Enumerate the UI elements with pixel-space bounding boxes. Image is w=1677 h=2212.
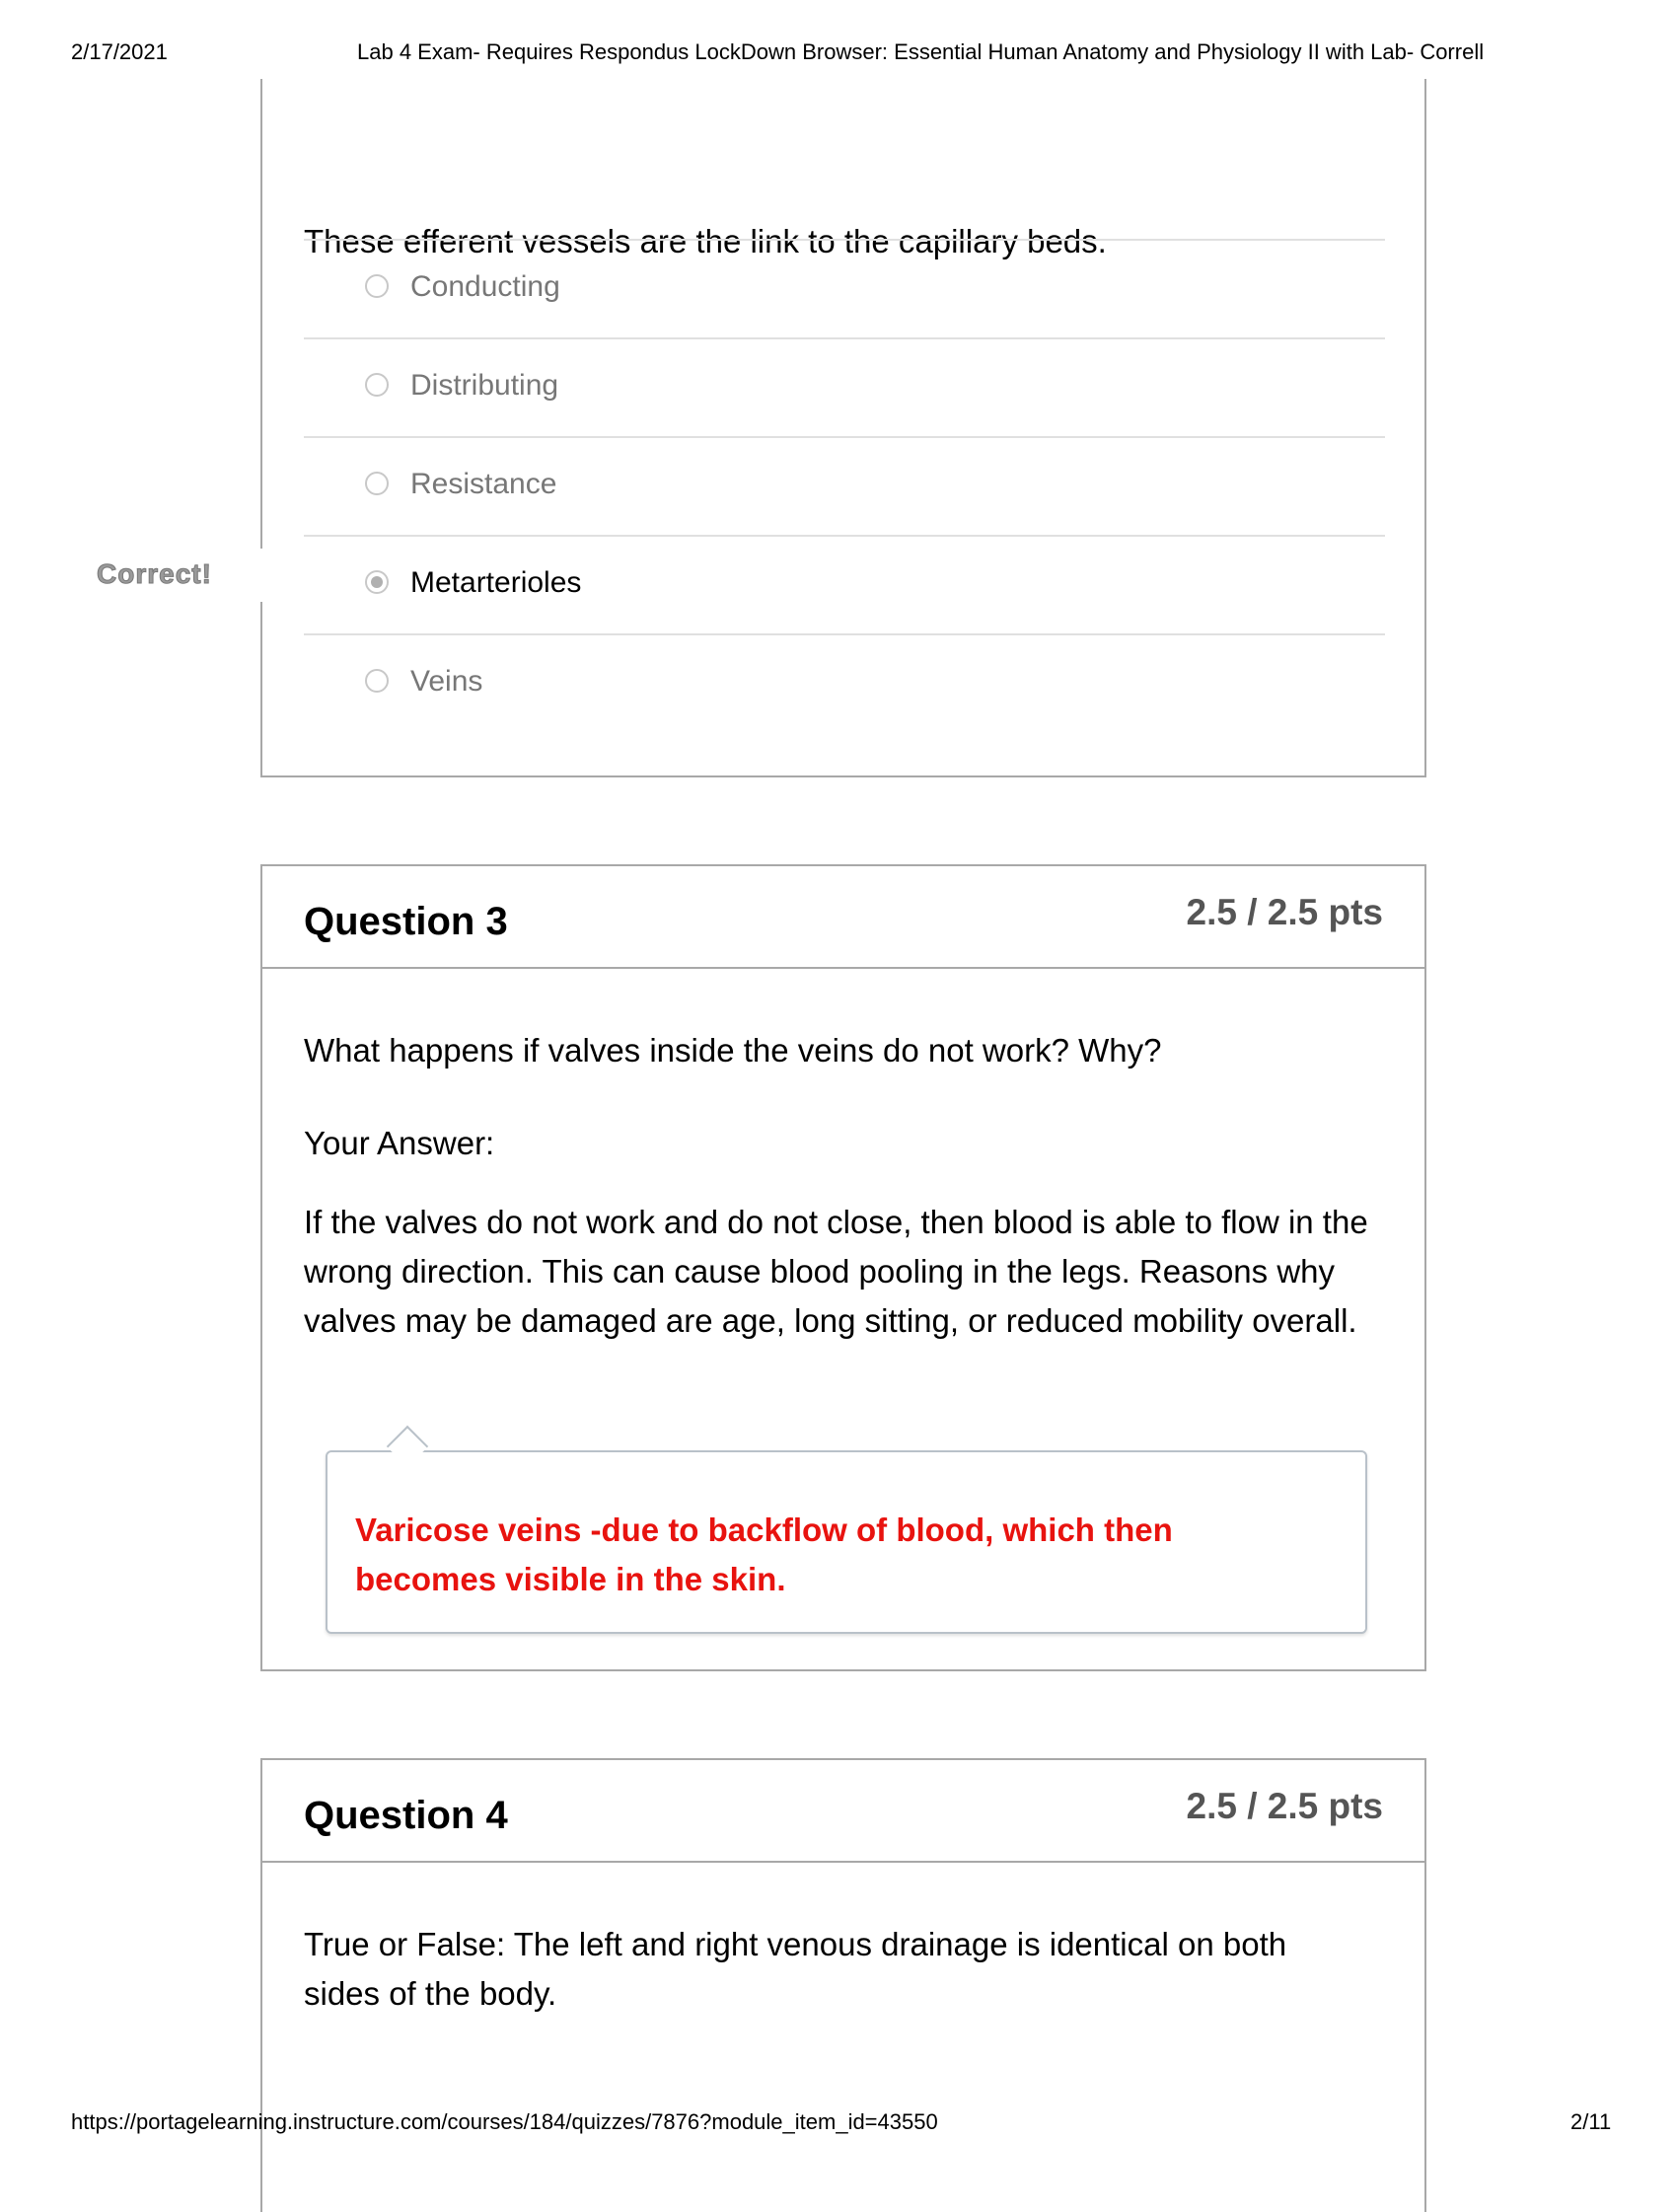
- answer-label: Distributing: [410, 369, 559, 402]
- answer-list: [304, 239, 1385, 732]
- answer-label: Veins: [410, 665, 483, 698]
- comment-line: becomes visible in the skin.: [355, 1561, 786, 1597]
- answer-label: Resistance: [410, 468, 557, 500]
- question-line: True or False: The left and right venous drainage is identical on both: [304, 1926, 1287, 1962]
- answer-option[interactable]: [304, 633, 1385, 732]
- radio-button-selected[interactable]: [365, 570, 389, 594]
- question-line: sides of the body.: [304, 1975, 557, 2012]
- question-3-title: Question 3: [304, 900, 508, 943]
- print-date: 2/17/2021: [71, 39, 168, 64]
- question-3-points: 2.5 / 2.5 pts: [1186, 892, 1383, 932]
- comment-pointer: [387, 1426, 428, 1467]
- radio-button[interactable]: [365, 274, 389, 298]
- answer-option[interactable]: [304, 239, 1385, 337]
- grader-comment-text: [355, 1506, 1322, 1604]
- print-page-title: Lab 4 Exam- Requires Respondus LockDown Browser: Essential Human Anatomy and Physiology II with Lab- Correll: [357, 39, 1485, 64]
- question-2-card: [260, 79, 1426, 777]
- radio-button[interactable]: [365, 669, 389, 693]
- answer-option-selected[interactable]: [304, 535, 1385, 633]
- flag-gap: [255, 549, 268, 602]
- answer-option[interactable]: [304, 337, 1385, 436]
- question-3-header: [262, 866, 1424, 969]
- comment-line: Varicose veins -due to backflow of blood, which then: [355, 1512, 1173, 1548]
- question-4-card: [260, 1758, 1426, 2212]
- your-answer-text: [304, 1198, 1389, 1346]
- your-answer-label: Your Answer:: [304, 1125, 495, 1161]
- radio-button[interactable]: [365, 472, 389, 495]
- answer-label: Conducting: [410, 270, 560, 303]
- question-4-title: Question 4: [304, 1794, 508, 1837]
- question-3-text: What happens if valves inside the veins do not work? Why?: [304, 1032, 1162, 1069]
- answer-line: valves may be damaged are age, long sitting, or reduced mobility overall.: [304, 1302, 1357, 1339]
- answer-line: wrong direction. This can cause blood pooling in the legs. Reasons why: [304, 1253, 1336, 1290]
- radio-button[interactable]: [365, 373, 389, 397]
- question-4-points: 2.5 / 2.5 pts: [1186, 1786, 1383, 1826]
- question-3-card: [260, 864, 1426, 1671]
- question-4-header: [262, 1760, 1424, 1863]
- print-url: https://portagelearning.instructure.com/courses/184/quizzes/7876?module_item_id=43550: [71, 2109, 938, 2134]
- answer-label: Metarterioles: [410, 566, 582, 599]
- grader-comment: [326, 1450, 1367, 1634]
- print-page-number: 2/11: [1570, 2109, 1612, 2134]
- answer-line: If the valves do not work and do not close, then blood is able to flow in the: [304, 1204, 1368, 1240]
- answer-option[interactable]: [304, 436, 1385, 535]
- question-4-text: [304, 1920, 1286, 2019]
- question-2-text: These efferent vessels are the link to the capillary beds.: [304, 223, 1107, 259]
- correct-flag: Correct!: [97, 558, 212, 589]
